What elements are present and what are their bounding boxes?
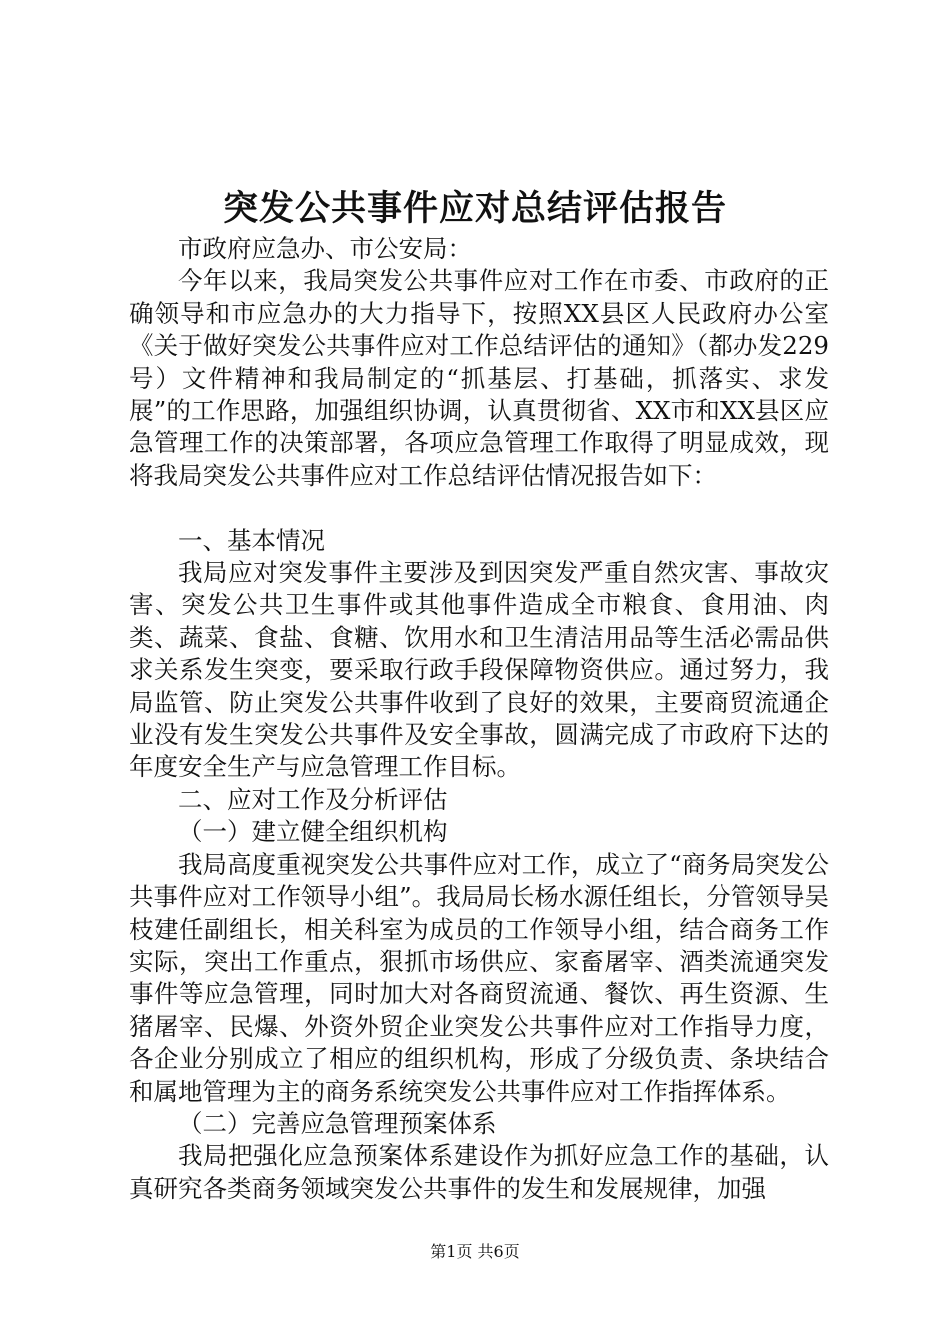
organization-paragraph: 我局高度重视突发公共事件应对工作，成立了“商务局突发公共事件应对工作领导小组”。我局局长杨水源任组长，分管领导吴枝建任副组长，相关科室为成员的工作领导小组，结合商务工作实际，突出工作重点，狠抓市场供应、家畜屠宰、酒类流通突发事件等应急管理，同时加大对各商贸流通、餐饮、再生资源、生猪屠宰、民爆、外资外贸企业突发公共事件应对工作指导力度，各企业分别成立了相应的组织机构，形成了分级负责、条块结合和属地管理为主的商务系统突发公共事件应对工作指挥体系。 xyxy=(129,849,829,1106)
section-heading-response: 二、应对工作及分析评估 xyxy=(178,784,448,814)
document-body xyxy=(129,233,829,1205)
subheading-organization: （一）建立健全组织机构 xyxy=(178,817,448,847)
intro-paragraph: 今年以来，我局突发公共事件应对工作在市委、市政府的正确领导和市应急办的大力指导下，按照XX县区人民政府办公室《关于做好突发公共事件应对工作总结评估的通知》（都办发229号）文件精神和我局制定的“抓基层、打基础，抓落实、求发展”的工作思路，加强组织协调，认真贯彻省、XX市和XX县区应急管理工作的决策部署，各项应急管理工作取得了明显成效，现将我局突发公共事件应对工作总结评估情况报告如下： xyxy=(129,266,829,490)
section-heading-basic: 一、基本情况 xyxy=(178,525,325,555)
basic-situation-paragraph: 我局应对突发事件主要涉及到因突发严重自然灾害、事故灾害、突发公共卫生事件或其他事件造成全市粮食、食用油、肉类、蔬菜、食盐、食糖、饮用水和卫生清洁用品等生活必需品供求关系发生突变，要采取行政手段保障物资供应。通过努力，我局监管、防止突发公共事件收到了良好的效果，主要商贸流通企业没有发生突发公共事件及安全事故，圆满完成了市政府下达的年度安全生产与应急管理工作目标。 xyxy=(129,558,829,782)
salutation: 市政府应急办、市公安局： xyxy=(178,234,472,263)
page-footer: 第1页 共6页 xyxy=(430,1242,520,1261)
document-title: 突发公共事件应对总结评估报告 xyxy=(222,188,727,229)
plan-system-paragraph: 我局把强化应急预案体系建设作为抓好应急工作的基础，认真研究各类商务领域突发公共事件的发生和发展规律，加强 xyxy=(129,1141,829,1203)
subheading-plan-system: （二）完善应急管理预案体系 xyxy=(178,1108,497,1138)
